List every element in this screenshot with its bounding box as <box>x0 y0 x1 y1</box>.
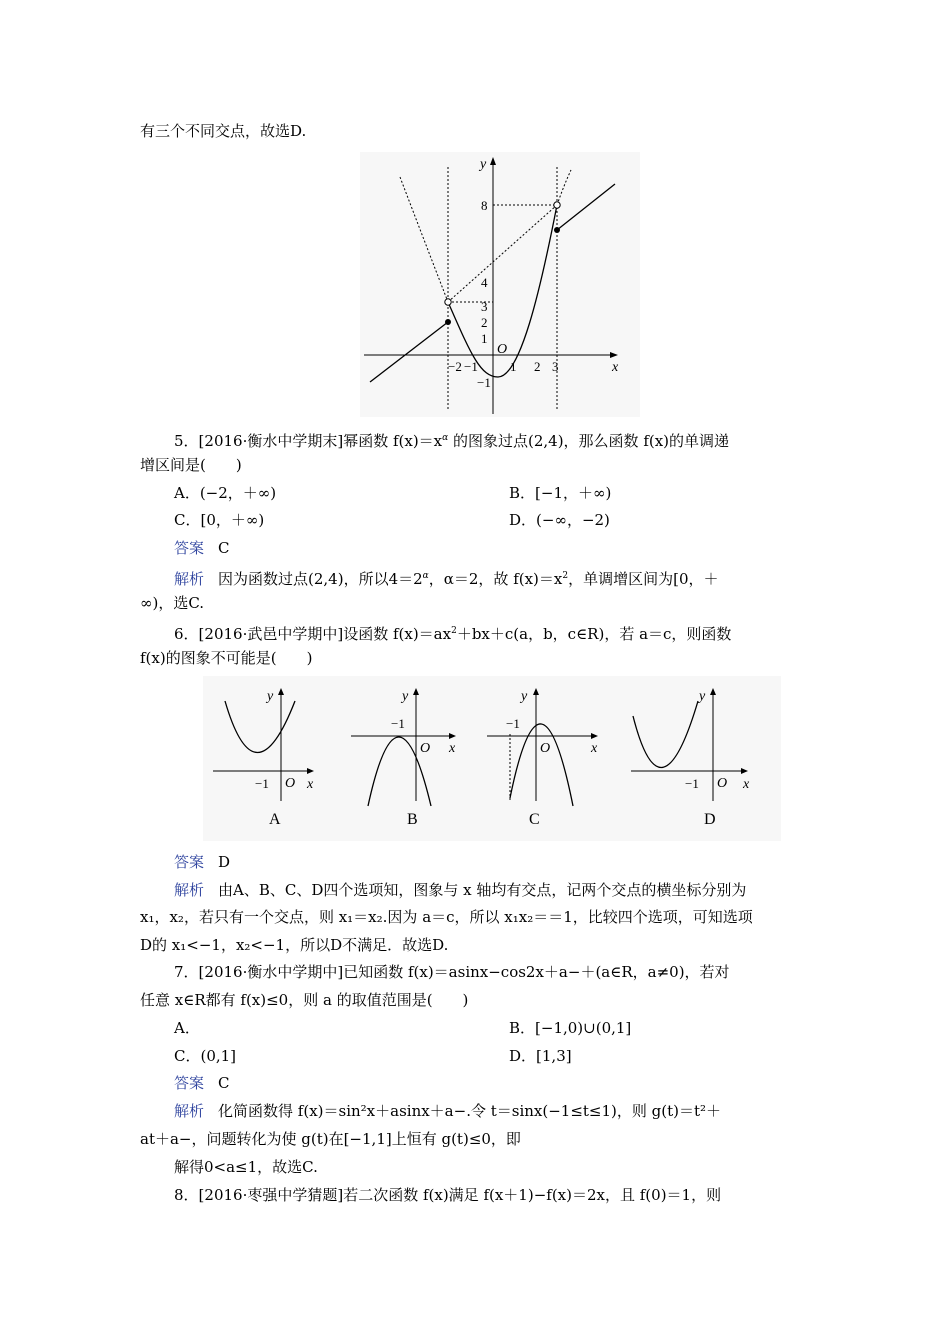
y-tick-2: 2 <box>481 315 488 330</box>
y-tick-3: 3 <box>481 299 488 314</box>
graph-d-x: x <box>743 777 750 792</box>
q7-option-d: D．[1,3] <box>509 1047 572 1065</box>
origin-label: O <box>497 342 508 357</box>
q5-line2: 增区间是( ) <box>140 456 242 474</box>
q6-explanation-line3: D的 x₁<−1，x₂<−1，所以D不满足．故选D. <box>140 936 449 954</box>
x-tick-neg2: −2 <box>448 359 462 374</box>
graph-d-y: y <box>699 689 706 704</box>
q6-explanation-line2: x₁，x₂，若只有一个交点，则 x₁＝x₂.因为 a＝c，所以 x₁x₂＝＝1，比较四个选项，可知选项 <box>140 908 753 926</box>
q7-answer: 答案 C <box>174 1074 230 1092</box>
y-tick-4: 4 <box>481 275 488 290</box>
y-axis-label: y <box>480 157 487 172</box>
open-point-right <box>554 202 560 208</box>
y-tick-1: 1 <box>481 331 488 346</box>
solid-point-right <box>554 227 560 233</box>
graph-a-o: O <box>285 776 296 791</box>
solid-point-left <box>445 319 451 325</box>
x-tick-3: 3 <box>552 359 559 374</box>
graph-b-y: y <box>402 689 409 704</box>
q5-option-c: C．[0，＋∞) <box>174 511 265 529</box>
q6-line1: 6．[2016·武邑中学期中]设函数 $f(x)=ax^2+bx+c(a$，b，c∈R)，若 a＝c，则函数 <box>174 625 732 643</box>
x-tick-1: 1 <box>510 359 517 374</box>
q5-line1: 5．[2016·衡水中学期末]幂函数 $f(x)=x^\alpha$ 的图象过点(2,4)，那么函数 f(x)的单调递 <box>174 432 730 450</box>
q5-option-b: B．[−1，＋∞) <box>509 484 612 502</box>
figure-piecewise-graph <box>360 152 640 417</box>
x-tick-2: 2 <box>534 359 541 374</box>
graph-d-o: O <box>717 776 728 791</box>
graph-a-tick: −1 <box>255 776 269 791</box>
q7-option-b: B．[−1,0)∪(0,1] <box>509 1019 632 1037</box>
q7-explanation-line3: 解得0<a≤1，故选C. <box>174 1158 318 1176</box>
graph-a-y: y <box>267 689 274 704</box>
q5-answer: 答案 C <box>174 539 230 557</box>
graph-d-tick: −1 <box>685 776 699 791</box>
answer-label: 答案 <box>174 1074 205 1092</box>
q6-answer: 答案 D <box>174 853 231 871</box>
q8-line1: 8．[2016·枣强中学猜题]若二次函数 f(x)满足 f(x＋1)−f(x)＝2x，且 f(0)＝1，则 <box>174 1186 722 1204</box>
graph-b-o: O <box>420 741 431 756</box>
graphs-bg <box>203 676 781 841</box>
intro-line: 有三个不同交点，故选D. <box>140 122 307 140</box>
x-axis-label: x <box>612 360 619 375</box>
q7-line1: 7．[2016·衡水中学期中]已知函数 f(x)＝asinx−cos2x＋a−＋(a∈R，a≠0)，若对 <box>174 963 730 981</box>
q6-explanation-line1: 解析 由A、B、C、D四个选项知，图象与 x 轴均有交点，记两个交点的横坐标分别为 <box>174 881 747 899</box>
graph-c-x: x <box>591 741 598 756</box>
graph-a-x: x <box>307 777 314 792</box>
graph-d-label: D <box>704 811 716 828</box>
q5-explanation-line2: ∞)，选C. <box>140 594 205 612</box>
x-tick-neg1: −1 <box>464 359 478 374</box>
q5-option-a: A．(−2，＋∞) <box>174 484 277 502</box>
graph-c-o: O <box>540 741 551 756</box>
y-tick-neg1: −1 <box>477 375 491 390</box>
q7-explanation-line1: 解析 化简函数得 f(x)＝sin²x＋asinx＋a−.令 t＝sinx(−1≤t≤1)，则 g(t)＝t²＋ <box>174 1102 722 1120</box>
answer-label: 答案 <box>174 539 205 557</box>
q6-line2: f(x)的图象不可能是( ) <box>140 649 313 667</box>
graph-a-label: A <box>269 811 281 828</box>
q6-graph-options <box>203 676 781 841</box>
q5-option-d: D．(−∞，−2) <box>509 511 610 529</box>
q7-line2: 任意 x∈R都有 f(x)≤0，则 a 的取值范围是( ) <box>140 991 469 1009</box>
q7-option-a: A． <box>174 1019 200 1037</box>
graph-c-label: C <box>529 811 540 828</box>
graph-b-label: B <box>407 811 418 828</box>
explanation-label: 解析 <box>174 570 205 588</box>
graph-b-x: x <box>449 741 456 756</box>
graph-b-tick: −1 <box>391 716 405 731</box>
explanation-label: 解析 <box>174 881 205 899</box>
q7-option-c: C．(0,1] <box>174 1047 237 1065</box>
q5-explanation-line1: 解析 因为函数过点(2,4)，所以$4=2^\alpha$，α＝2，故 $f(x)=x^2$，单调增区间为[0，＋ <box>174 570 719 588</box>
graph-c-y: y <box>521 689 528 704</box>
answer-label: 答案 <box>174 853 205 871</box>
explanation-label: 解析 <box>174 1102 205 1120</box>
open-point-left <box>445 299 451 305</box>
q7-explanation-line2: at＋a−，问题转化为使 g(t)在[−1,1]上恒有 g(t)≤0，即 <box>140 1130 521 1148</box>
y-tick-8: 8 <box>481 198 488 213</box>
graph-c-tick: −1 <box>506 716 520 731</box>
